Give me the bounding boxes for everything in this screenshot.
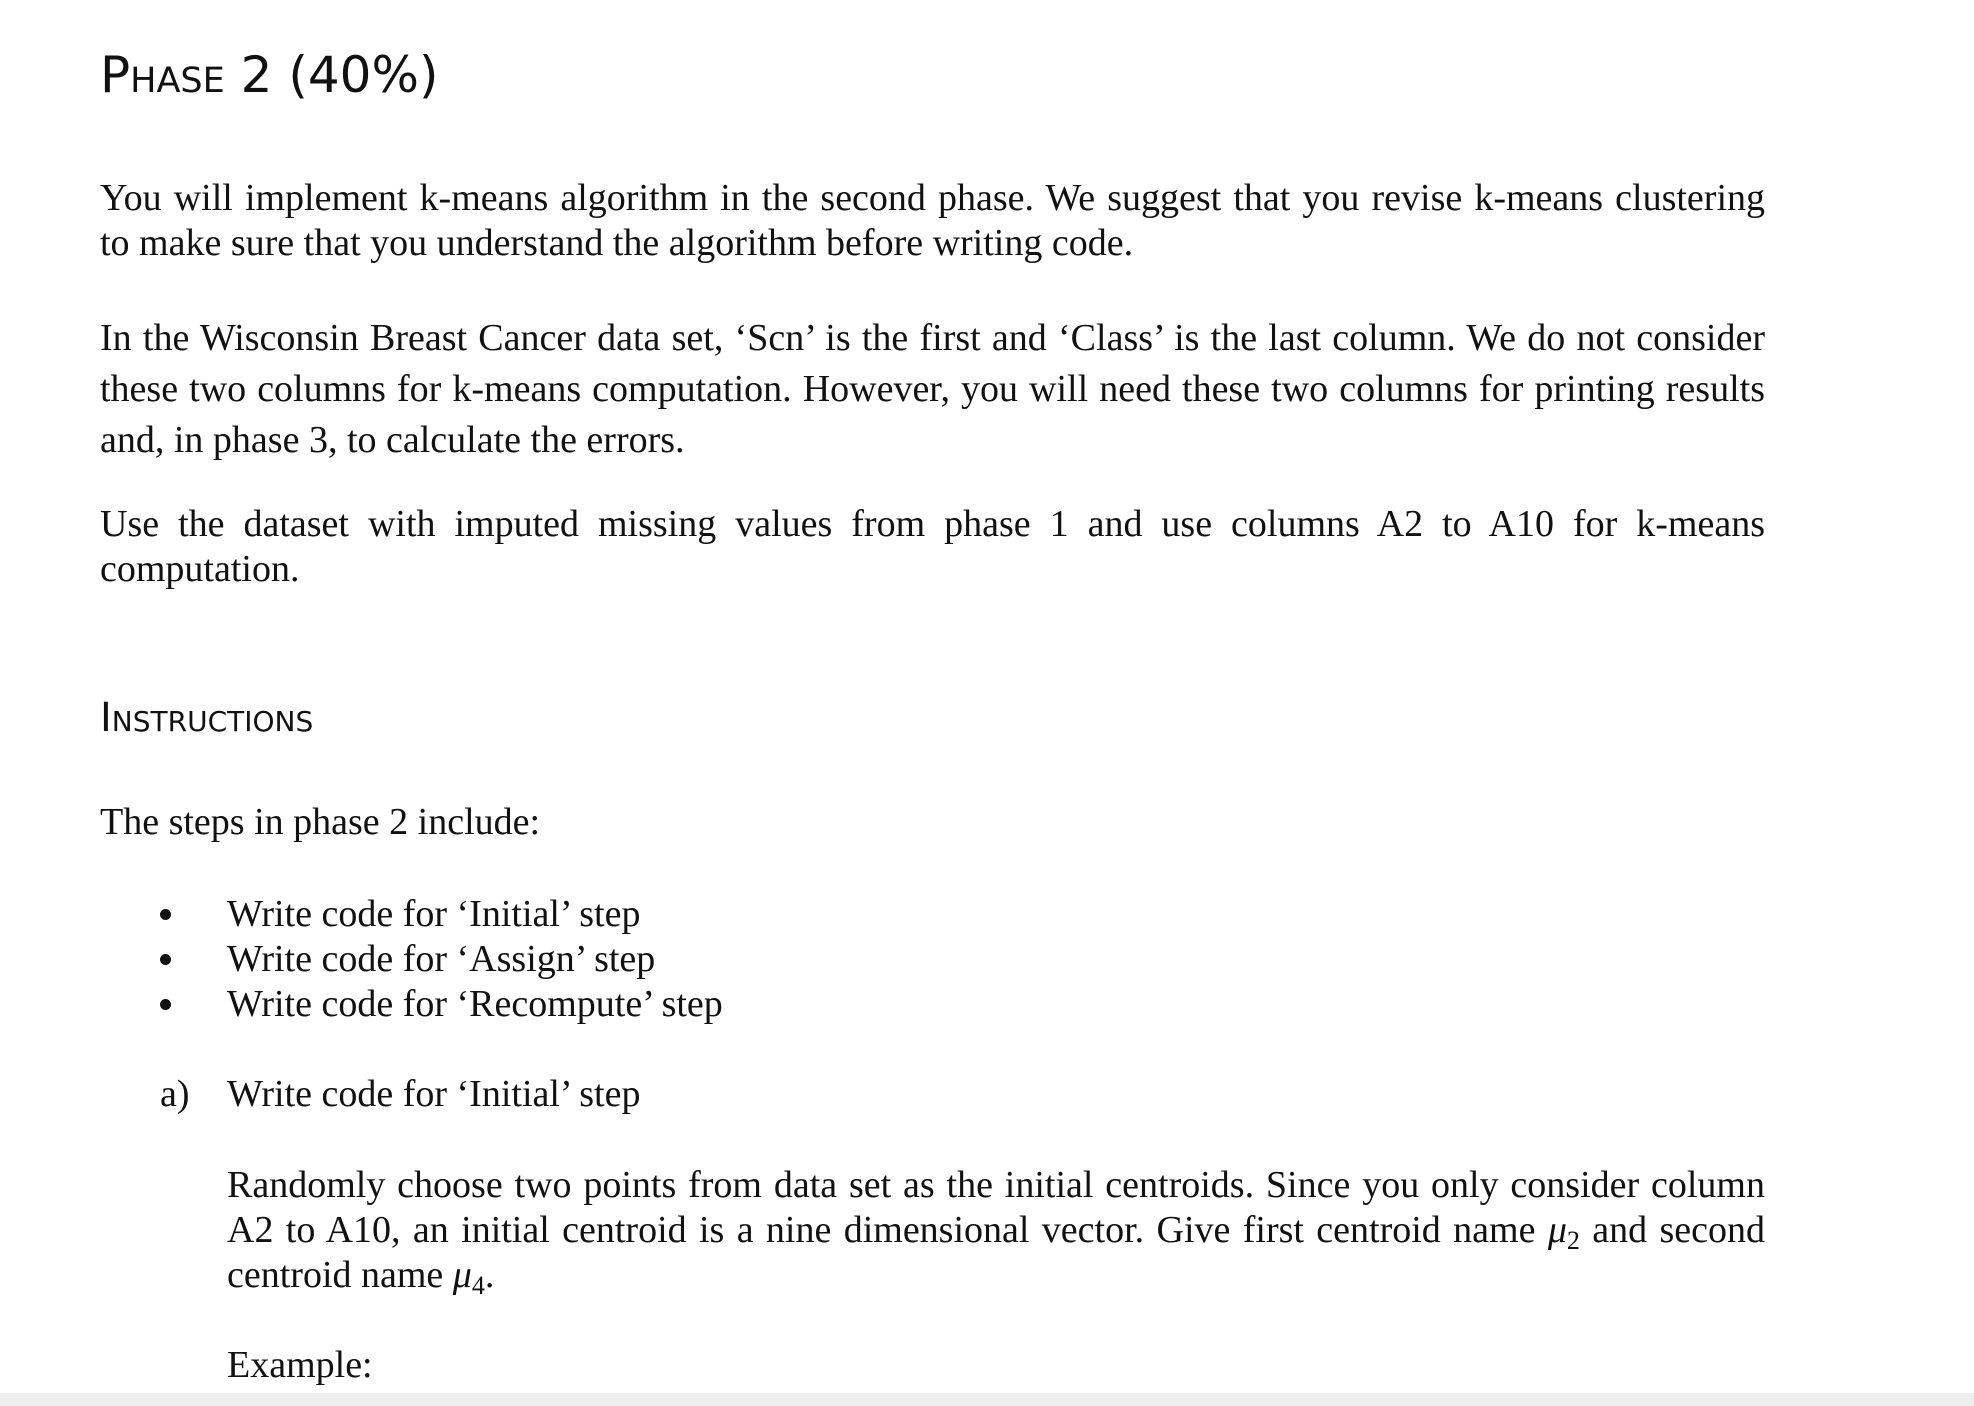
step-text: Write code for ‘Recompute’ step [227, 983, 723, 1025]
bullet-icon [160, 909, 171, 920]
section-a-body-part3: . [484, 1254, 495, 1296]
step-text: Write code for ‘Assign’ step [227, 938, 656, 980]
intro-paragraph-1: You will implement k-means algorithm in the second phase. We suggest that you revise k-means clustering to make sure that you understand the algorithm before writing code. [100, 177, 1765, 264]
section-a-body-part1: Randomly choose two points from data set as the initial centroids. Since you only consider column A2 to A10, an initial centroid is a nine dimensional vector. Give first centroid name [227, 1164, 1765, 1251]
bullet-icon [160, 999, 171, 1010]
section-a-title: Write code for ‘Initial’ step [227, 1073, 641, 1115]
instructions-heading: Instructions [100, 695, 314, 741]
example-label: Example: [227, 1344, 373, 1386]
step-text: Write code for ‘Initial’ step [227, 893, 641, 935]
bullet-icon [160, 954, 171, 965]
section-a-body-part2: and second centroid name [227, 1209, 1765, 1296]
intro-paragraph-3: Use the dataset with imputed missing values from phase 1 and use columns A2 to A10 for k-means computation. [100, 503, 1765, 590]
phase-heading: Phase 2 (40%) [100, 46, 439, 104]
page-bottom-strip [0, 1393, 1974, 1406]
section-a-body [227, 1163, 1765, 1298]
intro-paragraph-2: In the Wisconsin Breast Cancer data set, ‘Scn’ is the first and ‘Class’ is the last column. We do not consider these two columns for k-means computation. However, you will need these two columns for printing results and, in phase 3, to calculate the errors. [100, 317, 1765, 461]
centroid-mu-2: $\mu_2$ [1547, 1209, 1580, 1255]
centroid-mu-4: $\mu_4$ [452, 1254, 485, 1300]
section-a-marker: a) [160, 1073, 190, 1115]
steps-intro: The steps in phase 2 include: [100, 801, 541, 843]
